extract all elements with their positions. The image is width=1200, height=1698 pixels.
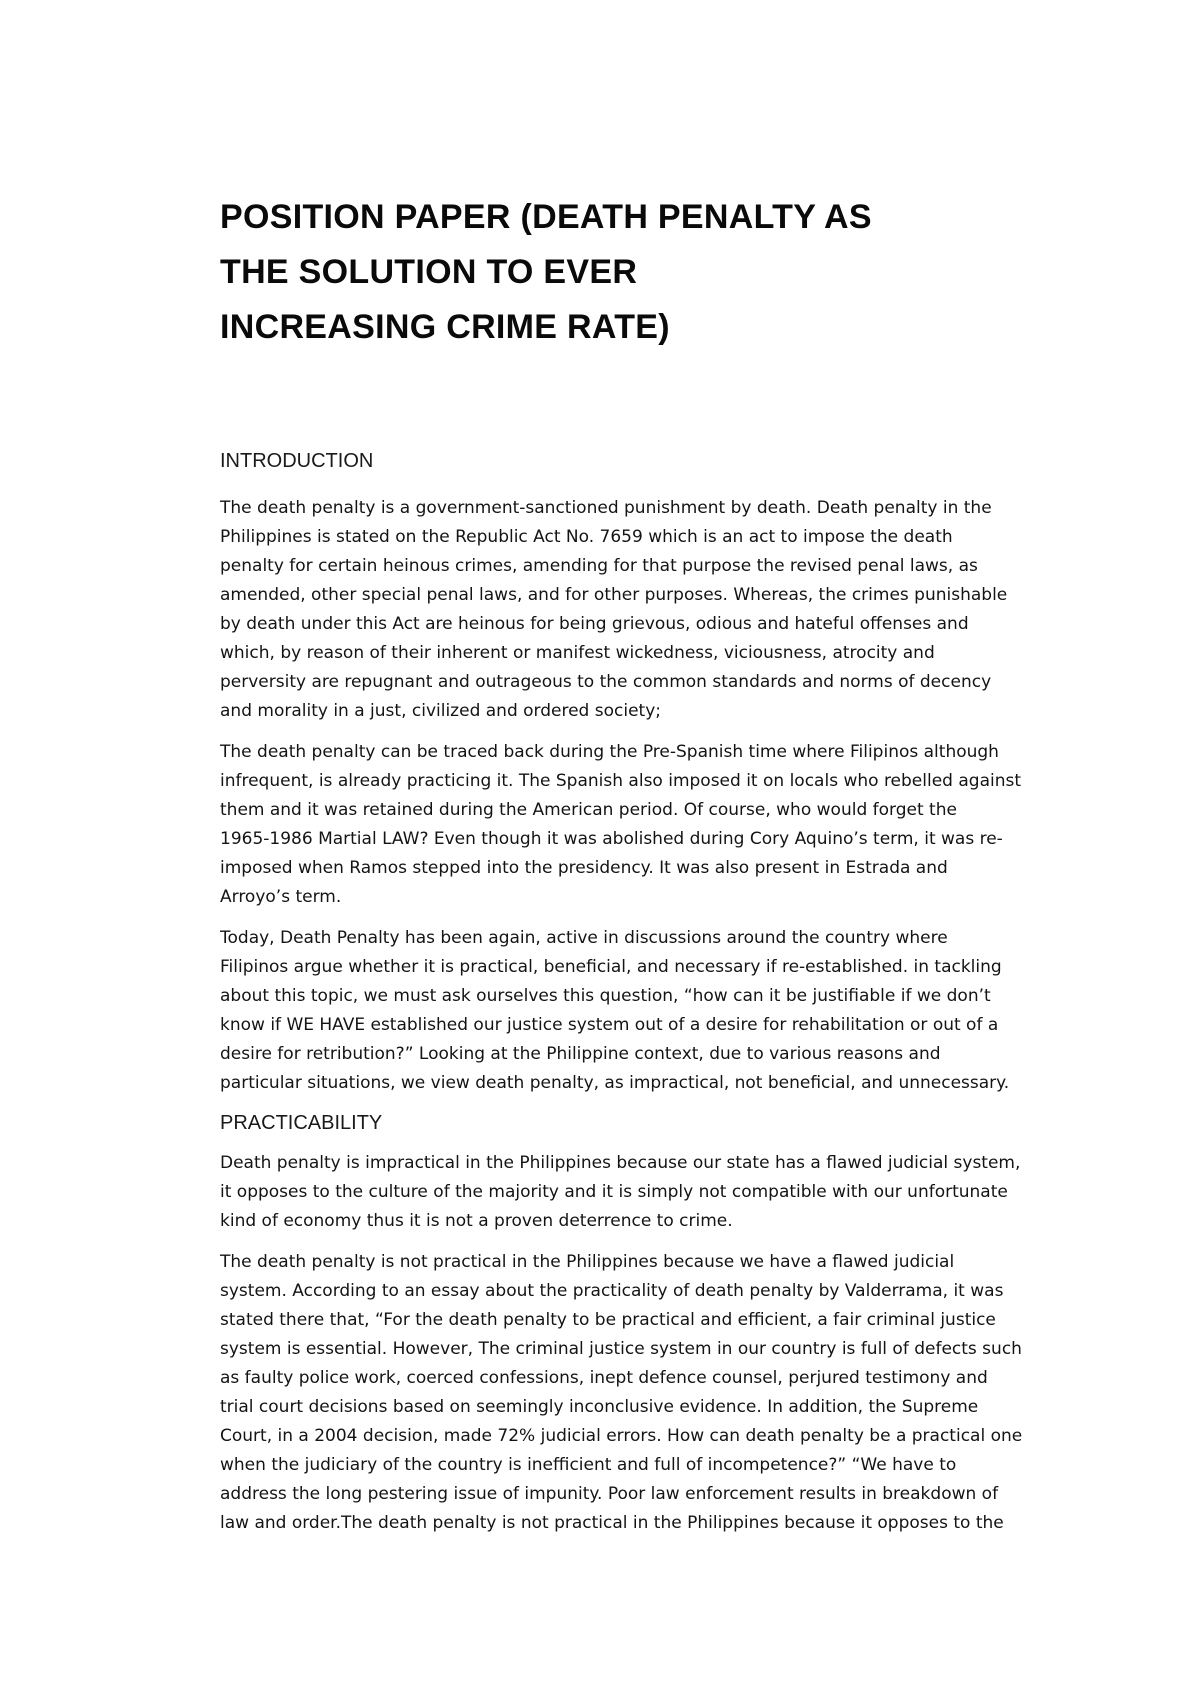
text-line: The death penalty can be traced back during the Pre-Spanish time where Filipinos although <box>220 742 999 762</box>
text-line: system. According to an essay about the practicality of death penalty by Valderrama, it was <box>220 1281 1004 1301</box>
title-line: THE SOLUTION TO EVER <box>220 253 638 291</box>
paragraph <box>220 924 1070 1098</box>
text-line: kind of economy thus it is not a proven deterrence to crime. <box>220 1211 733 1231</box>
text-line: system is essential. However, The criminal justice system in our country is full of defects such <box>220 1339 1022 1359</box>
title-line: POSITION PAPER (DEATH PENALTY AS <box>220 198 872 236</box>
text-line: stated there that, “For the death penalty to be practical and efficient, a fair criminal justice <box>220 1310 996 1330</box>
text-line: particular situations, we view death penalty, as impractical, not beneficial, and unnecessary. <box>220 1073 1010 1093</box>
section-heading-practicability: PRACTICABILITY <box>220 1112 383 1134</box>
text-line: Today, Death Penalty has been again, active in discussions around the country where <box>220 928 948 948</box>
paragraph <box>220 1149 1070 1236</box>
text-line: as faulty police work, coerced confessions, inept defence counsel, perjured testimony and <box>220 1368 988 1388</box>
document-title <box>220 190 1070 355</box>
text-line: Arroyo’s term. <box>220 887 342 907</box>
text-line: The death penalty is not practical in the Philippines because we have a flawed judicial <box>220 1252 955 1272</box>
text-line: infrequent, is already practicing it. The Spanish also imposed it on locals who rebelled against <box>220 771 1022 791</box>
text-line: which, by reason of their inherent or manifest wickedness, viciousness, atrocity and <box>220 643 935 663</box>
paragraph <box>220 494 1070 726</box>
text-line: 1965-1986 Martial LAW? Even though it was abolished during Cory Aquino’s term, it was re- <box>220 829 1003 849</box>
text-line: law and order.The death penalty is not practical in the Philippines because it opposes to the <box>220 1513 1004 1533</box>
text-line: and morality in a just, civilized and ordered society; <box>220 701 661 721</box>
text-line: about this topic, we must ask ourselves this question, “how can it be justifiable if we don’t <box>220 986 991 1006</box>
text-line: perversity are repugnant and outrageous to the common standards and norms of decency <box>220 672 992 692</box>
text-line: when the judiciary of the country is inefficient and full of incompetence?” “We have to <box>220 1455 957 1475</box>
text-line: Death penalty is impractical in the Philippines because our state has a flawed judicial system, <box>220 1153 1021 1173</box>
text-line: penalty for certain heinous crimes, amending for that purpose the revised penal laws, as <box>220 556 978 576</box>
text-line: by death under this Act are heinous for being grievous, odious and hateful offenses and <box>220 614 969 634</box>
text-line: address the long pestering issue of impunity. Poor law enforcement results in breakdown of <box>220 1484 999 1504</box>
text-line: amended, other special penal laws, and for other purposes. Whereas, the crimes punishable <box>220 585 1008 605</box>
text-line: them and it was retained during the American period. Of course, who would forget the <box>220 800 957 820</box>
text-line: know if WE HAVE established our justice system out of a desire for rehabilitation or out of a <box>220 1015 999 1035</box>
document-page <box>220 190 1070 1538</box>
text-line: Filipinos argue whether it is practical, beneficial, and necessary if re-established. in tackling <box>220 957 1002 977</box>
text-line: Court, in a 2004 decision, made 72% judicial errors. How can death penalty be a practical one <box>220 1426 1023 1446</box>
title-line: INCREASING CRIME RATE) <box>220 308 670 346</box>
text-line: desire for retribution?” Looking at the Philippine context, due to various reasons and <box>220 1044 941 1064</box>
paragraph <box>220 738 1070 912</box>
text-line: it opposes to the culture of the majority and it is simply not compatible with our unfortunate <box>220 1182 1008 1202</box>
text-line: The death penalty is a government-sanctioned punishment by death. Death penalty in the <box>220 498 992 518</box>
text-line: Philippines is stated on the Republic Act No. 7659 which is an act to impose the death <box>220 527 953 547</box>
text-line: trial court decisions based on seemingly inconclusive evidence. In addition, the Supreme <box>220 1397 979 1417</box>
paragraph <box>220 1248 1070 1538</box>
section-heading-introduction: INTRODUCTION <box>220 450 374 472</box>
text-line: imposed when Ramos stepped into the presidency. It was also present in Estrada and <box>220 858 948 878</box>
